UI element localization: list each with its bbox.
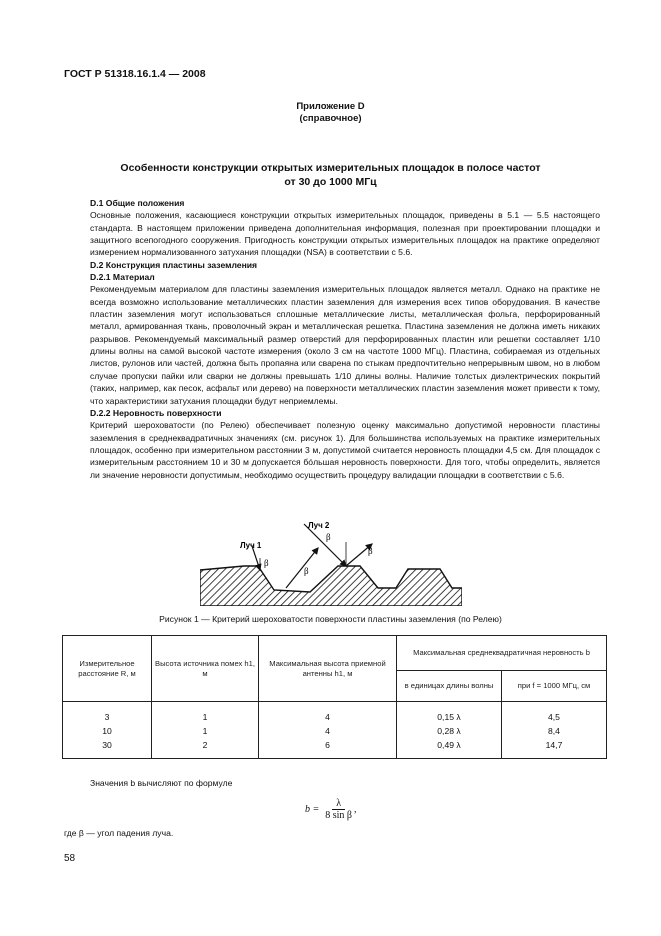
cell: 3 (63, 702, 152, 725)
cell: 4,5 (502, 702, 607, 725)
section-d1 (90, 197, 600, 481)
cell: 14,7 (502, 738, 607, 759)
cell: 10 (63, 724, 152, 738)
formula-where: где β — угол падения луча. (64, 828, 174, 838)
formula-lhs: b = (305, 804, 320, 815)
table-row (63, 738, 607, 759)
th-cm-at-1000: при f = 1000 МГц, см (502, 671, 607, 702)
beta-label-3: β (368, 546, 373, 556)
cell: 4 (259, 724, 397, 738)
formula (305, 798, 357, 821)
cell: 0,28 λ (397, 724, 502, 738)
d1-heading: D.1 Общие положения (90, 198, 185, 208)
formula-intro: Значения b вычисляют по формуле (90, 778, 233, 788)
d21-text: Рекомендуемым материалом для пластины заземления измерительных площадок является металл. Однако на практике не всегда возможно использование металлических пластин заземления для измерения всех типов оборудования. В качестве пластин заземления могут использоваться сплошные металлические листы, металлическая фольга, перфорированный металл, армированная ткань, проволочный экран и металлическая решетка. Пластина заземления не должна иметь никаких разрывов. Рекомендуемый максимальный размер отверстий для перфорированных пластин или решетки составляет 1/10 длины волны на самой высокой частоте измерения (около 3 см на частоте 1000 МГц). Пластина, собираемая из отдельных листов, рулонов или частей, должна быть пропаяна или сварена по стыкам предпочтительно непрерывным швом, но в любом случае пропуски пайки или сварки не должны превышать 1/10 длины волны. Наличие толстых диэлектрических покрытий (таких, например, как песок, асфальт или дерево) на поверхности металлических пластин заземления может привести к тому, что характеристики затухания площадки будут неприемлемы. (90, 284, 600, 406)
d2-heading: D.2 Конструкция пластины заземления (90, 259, 258, 270)
table-row (63, 702, 607, 725)
ray-1-label: Луч 1 (240, 541, 262, 550)
ray-1-reflected (286, 548, 318, 588)
beta-label-2: β (326, 532, 331, 542)
d22-heading: D.2.2 Неровность поверхности (90, 407, 222, 418)
formula-denominator: 8 sin β (325, 810, 353, 821)
page-number: 58 (64, 853, 76, 864)
title-line-2: от 30 до 1000 МГц (284, 176, 377, 188)
ray-2-label: Луч 2 (308, 521, 330, 530)
title-line-1: Особенности конструкции открытых измерительных площадок в полосе частот (120, 162, 541, 174)
th-source-height: Высота источника помех h1, м (152, 636, 259, 702)
document-header: ГОСТ Р 51318.16.1.4 — 2008 (64, 68, 206, 80)
d1-text: Основные положения, касающиеся конструкции открытых измерительных площадок, приведены в 5.1 — 5.5 настоящего стандарта. В настоящем приложении приведена дополнительная информация, полезная при проектировании площадки и защитного всепогодного сооружения. Пригодность конструкции открытых измерительных площадок на практике определяют измерением нормализованного затухания площадки (NSA) в соответствии с 5.6. (90, 210, 600, 258)
beta-label-4: β (304, 566, 309, 576)
th-roughness: Максимальная среднеквадратичная неровность b (397, 636, 607, 671)
th-wavelength-units: в единицах длины волны (397, 671, 502, 702)
appendix-title (0, 161, 661, 189)
table-row (63, 724, 607, 738)
rayleigh-figure (200, 516, 462, 606)
cell: 1 (152, 702, 259, 725)
roughness-table (62, 635, 607, 759)
cell: 4 (259, 702, 397, 725)
cell: 1 (152, 724, 259, 738)
cell: 0,15 λ (397, 702, 502, 725)
table-header-row-1 (63, 636, 607, 671)
d22-text: Критерий шероховатости (по Релею) обеспечивает полезную оценку максимально допустимой неровности пластины заземления в среднеквадратичных значениях (см. рисунок 1). Для большинства используемых на практике измерительных площадок, особенно при измерительном расстоянии 3 м, допустимой считается неровность площадки 4,5 см. Для площадок с измерительным расстоянием 10 и 30 м допускается бóльшая неровность поверхности. Для того, чтобы определить, является ли значение неровности допустимым, необходимо осуществить процедуру валидации площадки в соответствии с 5.6. (90, 420, 600, 480)
cell: 6 (259, 738, 397, 759)
cell: 0,49 λ (397, 738, 502, 759)
th-antenna-height: Максимальная высота приемной антенны h1, м (259, 636, 397, 702)
beta-label-1: β (264, 558, 269, 568)
figure-caption: Рисунок 1 — Критерий шероховатости поверхности пластины заземления (по Релею) (159, 614, 502, 624)
formula-tail: , (354, 804, 357, 815)
cell: 8,4 (502, 724, 607, 738)
cell: 2 (152, 738, 259, 759)
formula-numerator: λ (332, 798, 345, 810)
appendix-note: (справочное) (299, 113, 362, 124)
ray-2-incident (304, 524, 346, 566)
cell: 30 (63, 738, 152, 759)
rough-surface (200, 566, 462, 606)
th-distance: Измерительное расстояние R, м (63, 636, 152, 702)
d21-heading: D.2.1 Материал (90, 272, 155, 283)
appendix-label: Приложение D (296, 101, 365, 112)
formula-fraction (323, 798, 354, 821)
